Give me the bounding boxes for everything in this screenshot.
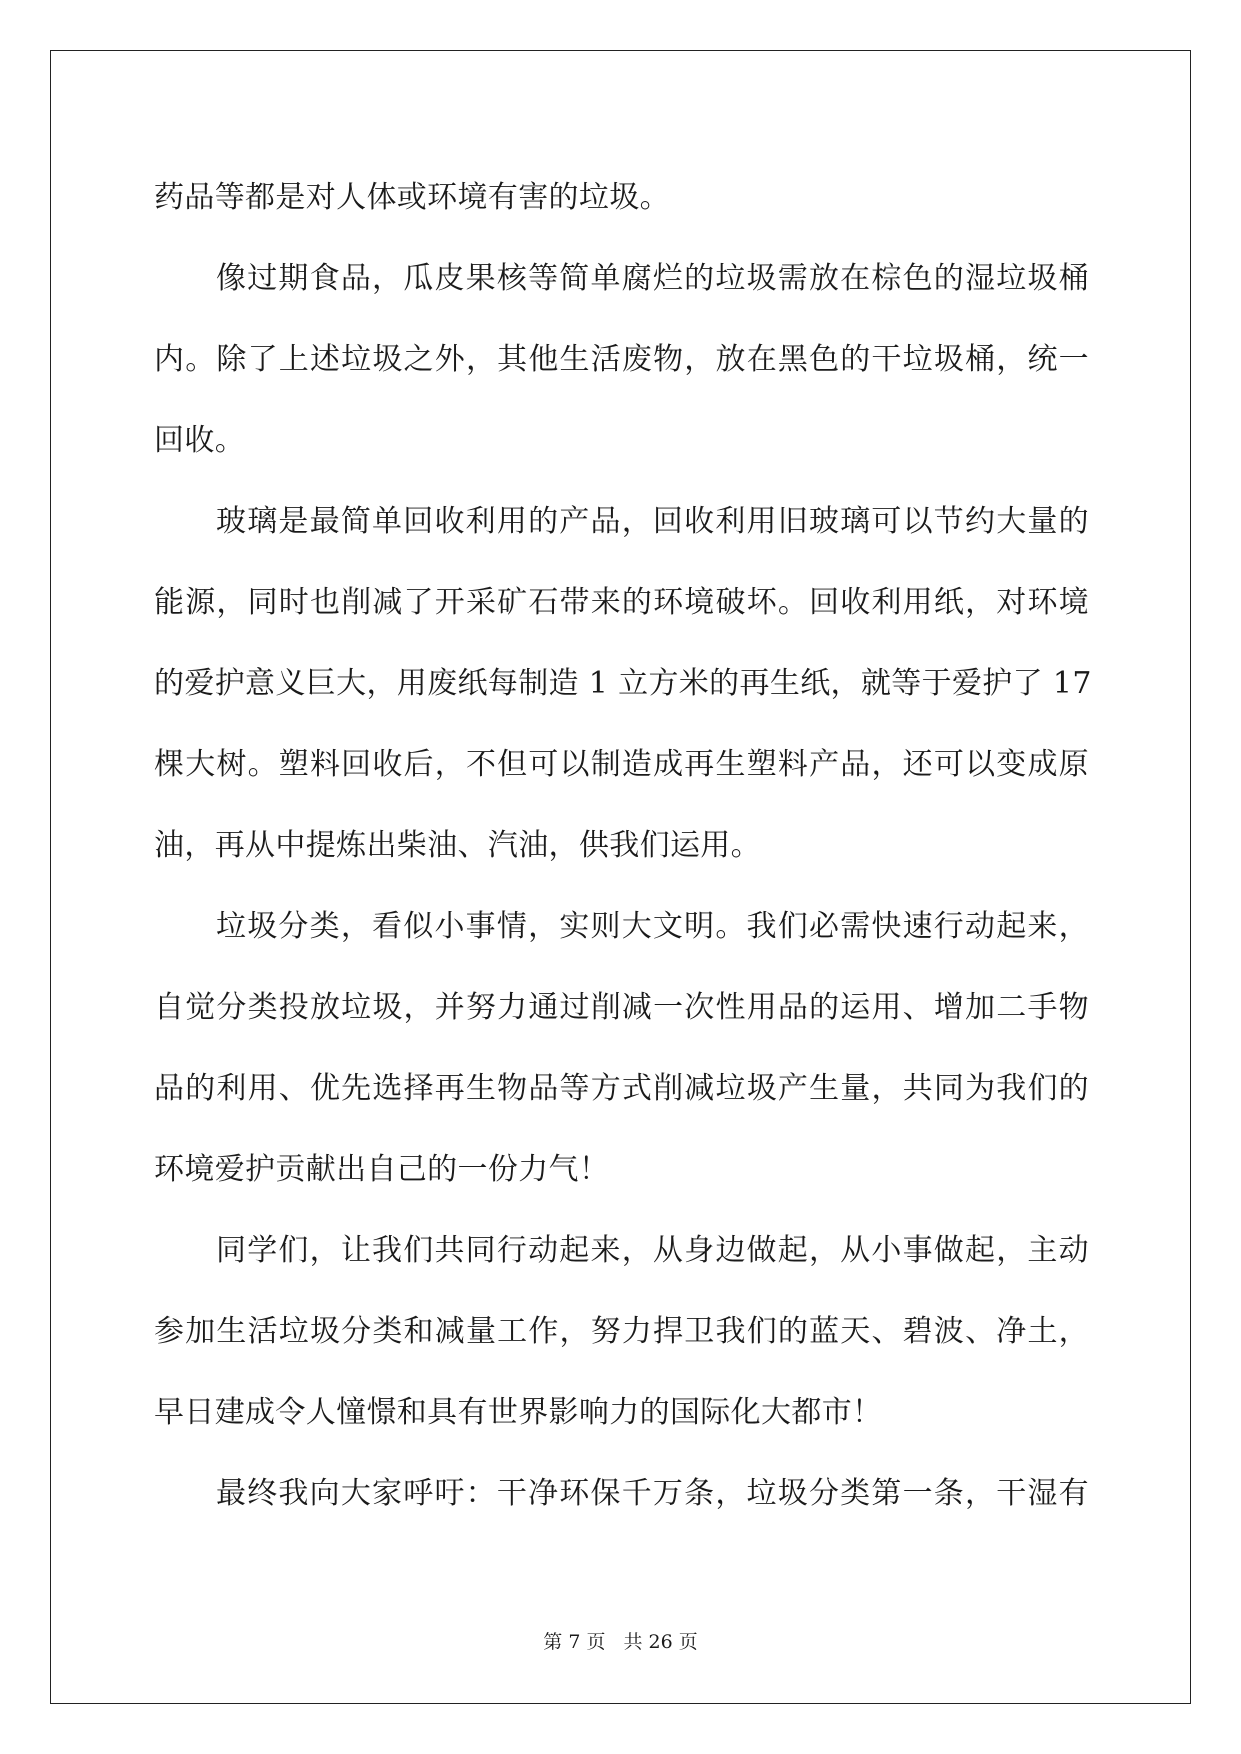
text-line: 同学们，让我们共同行动起来，从身边做起，从小事做起，主动: [216, 1233, 1089, 1268]
text-line: 环境爱护贡献出自己的一份力气！: [154, 1152, 610, 1187]
text-line: 药品等都是对人体或环境有害的垃圾。: [154, 180, 670, 215]
text-line: 内。除了上述垃圾之外，其他生活废物，放在黑色的干垃圾桶，统一: [154, 342, 1089, 377]
text-line: 能源，同时也削减了开采矿石带来的环境破坏。回收利用纸，对环境: [154, 585, 1089, 620]
text-line: 垃圾分类，看似小事情，实则大文明。我们必需快速行动起来，: [216, 909, 1089, 944]
text-line: 油，再从中提炼出柴油、汽油，供我们运用。: [154, 828, 761, 863]
page-footer: [0, 1630, 1241, 1654]
text-line: 的爱护意义巨大，用废纸每制造 1 立方米的再生纸，就等于爱护了 17: [154, 666, 1092, 701]
text-line: 品的利用、优先选择再生物品等方式削减垃圾产生量，共同为我们的: [154, 1071, 1089, 1106]
text-line: 棵大树。塑料回收后，不但可以制造成再生塑料产品，还可以变成原: [154, 747, 1089, 782]
text-line: 参加生活垃圾分类和减量工作，努力捍卫我们的蓝天、碧波、净土，: [154, 1314, 1089, 1349]
page-number: 第 7 页: [543, 1631, 606, 1653]
document-body: [154, 157, 1092, 1534]
total-pages: 共 26 页: [623, 1631, 698, 1653]
text-line: 回收。: [154, 423, 246, 458]
text-line: 自觉分类投放垃圾，并努力通过削减一次性用品的运用、增加二手物: [154, 990, 1089, 1025]
text-line: 最终我向大家呼吁：干净环保千万条，垃圾分类第一条，干湿有: [216, 1476, 1089, 1511]
text-line: 像过期食品，瓜皮果核等简单腐烂的垃圾需放在棕色的湿垃圾桶: [216, 261, 1089, 296]
text-line: 玻璃是最简单回收利用的产品，回收利用旧玻璃可以节约大量的: [216, 504, 1089, 539]
text-line: 早日建成令人憧憬和具有世界影响力的国际化大都市！: [154, 1395, 883, 1430]
